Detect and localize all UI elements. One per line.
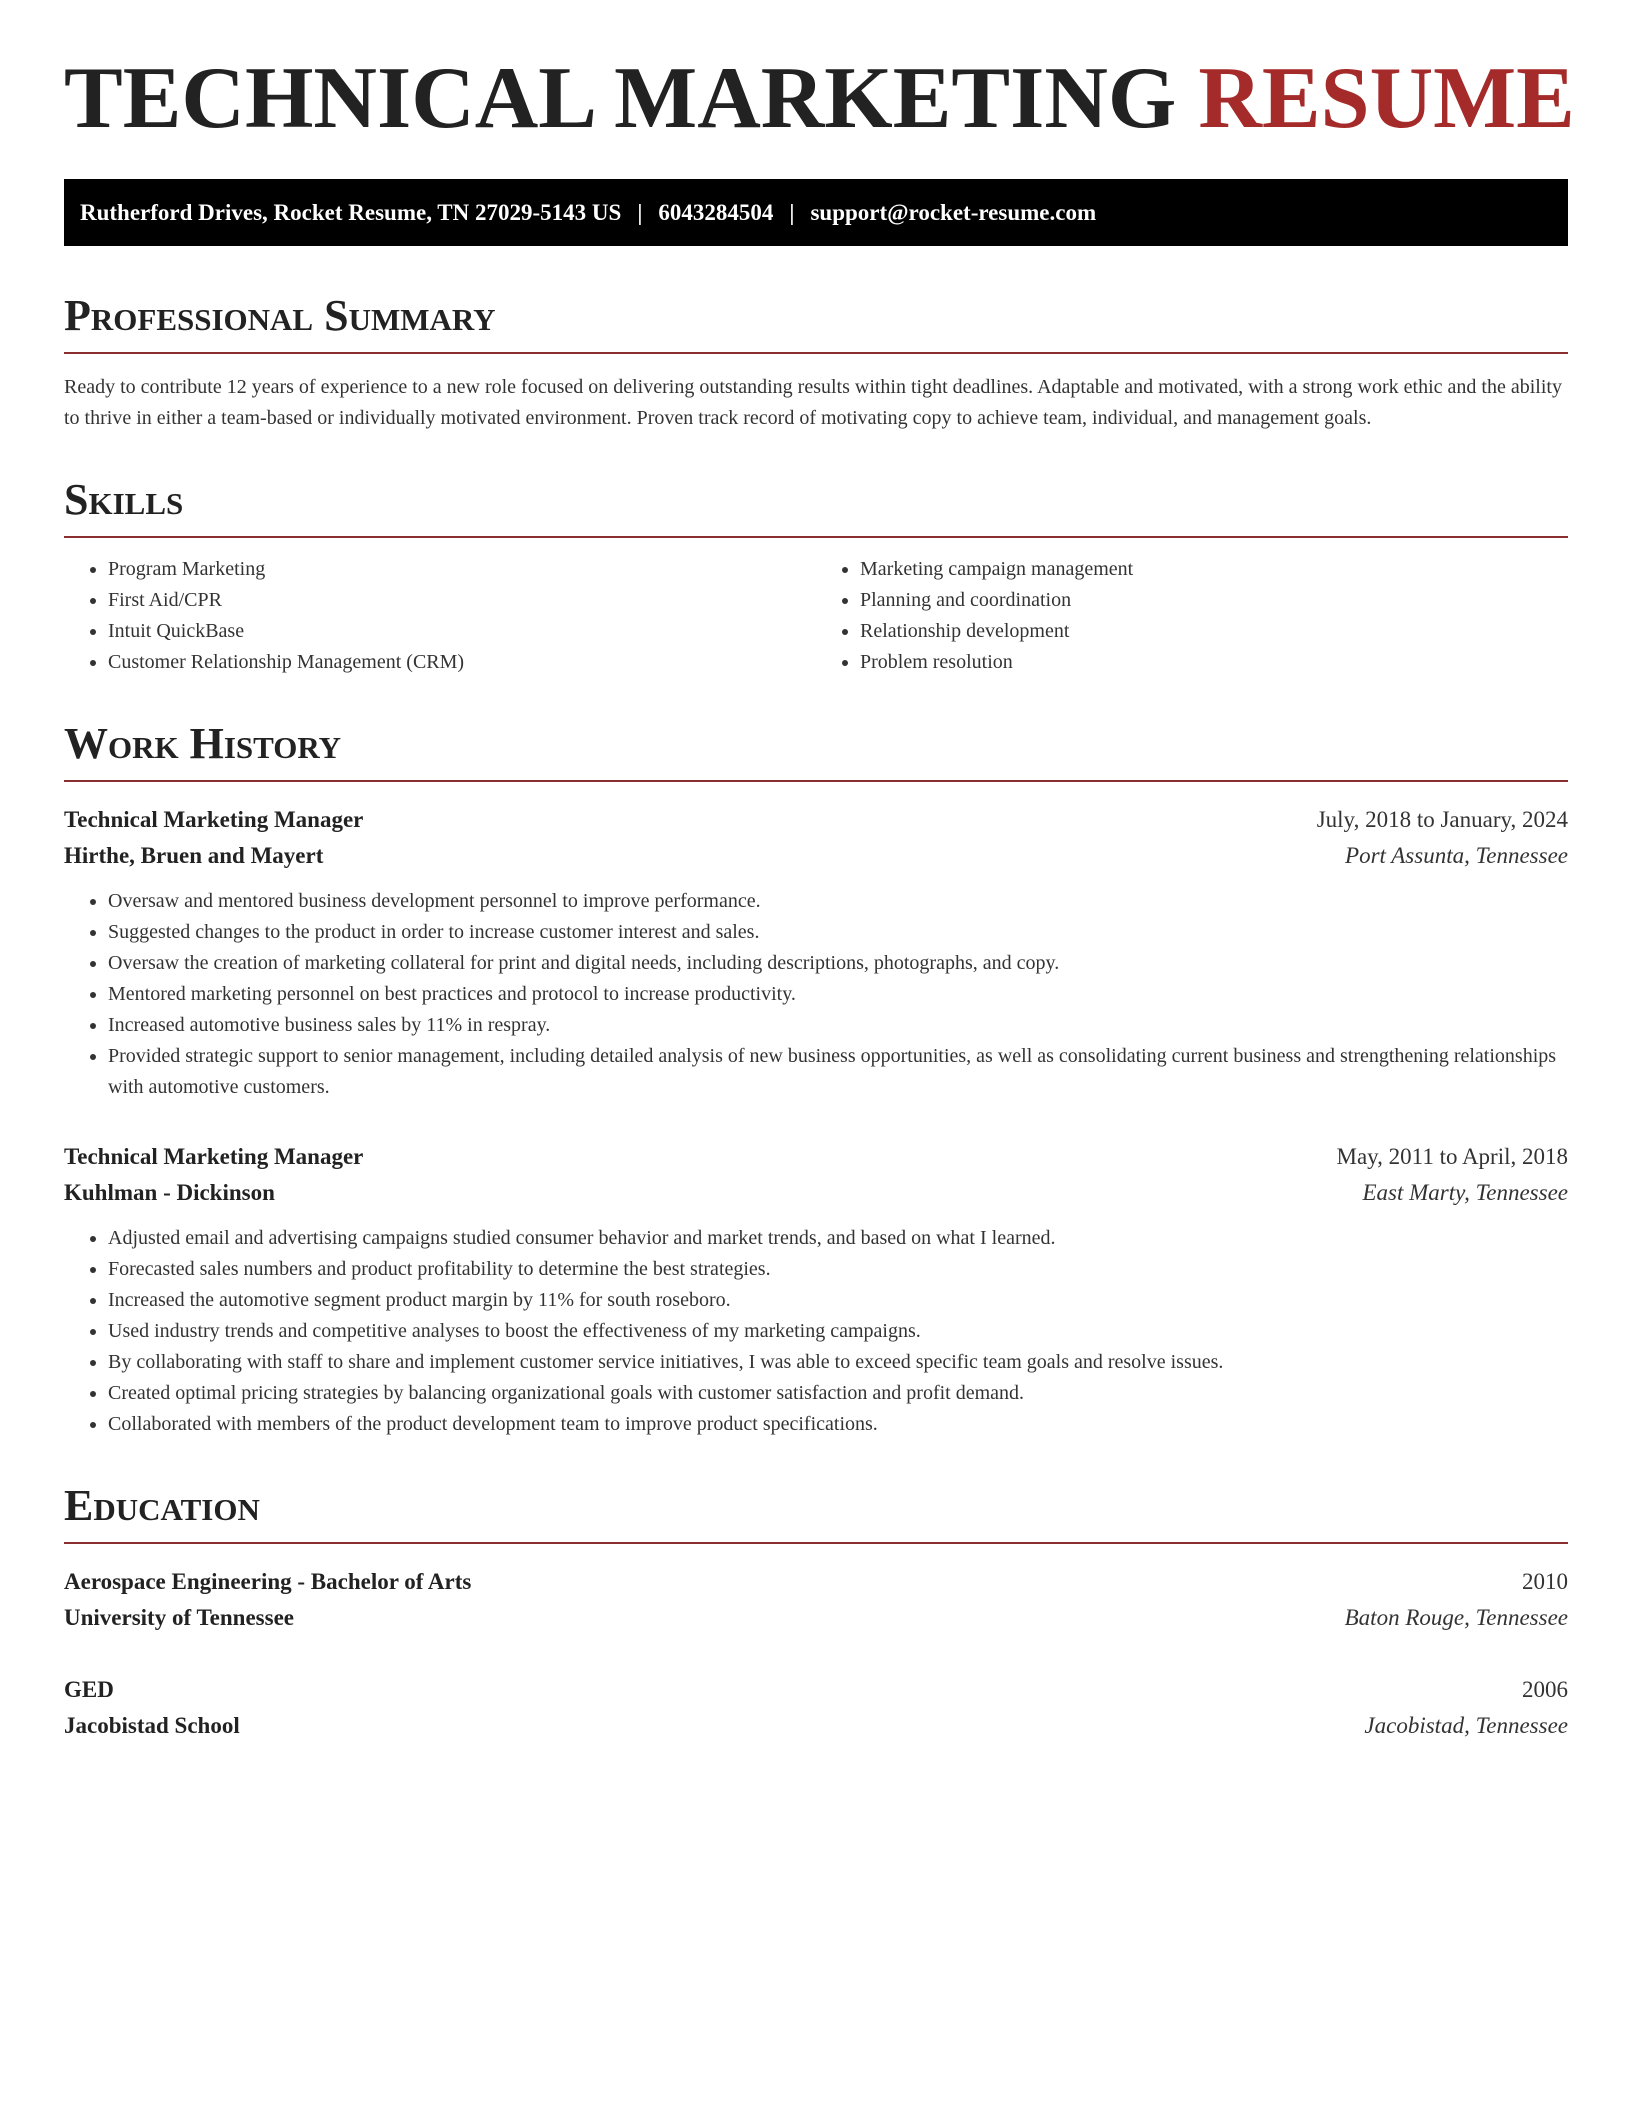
education-location: Baton Rouge, Tennessee (1344, 1605, 1568, 1630)
job-company-row (64, 838, 1568, 874)
job-header-row (64, 1139, 1568, 1175)
job-bullet: • Adjusted email and advertising campaigns studied consumer behavior and market trends, and based on what I learned. (108, 1223, 1568, 1254)
skills-section (64, 475, 1568, 678)
resume-title (64, 50, 1575, 147)
education-degree: GED (64, 1677, 114, 1702)
work-history-section (64, 719, 1568, 1440)
job-header-row (64, 802, 1568, 838)
job-bullet: • Used industry trends and competitive analyses to boost the effectiveness of my marketing campaigns. (108, 1316, 1568, 1347)
education-heading: Education (64, 1484, 1568, 1544)
education-school-row (64, 1708, 1568, 1744)
job-location: Port Assunta, Tennessee (1345, 843, 1568, 868)
summary-heading: Professional Summary (64, 294, 1568, 354)
job-bullet: • Suggested changes to the product in order to increase customer interest and sales. (108, 917, 1568, 948)
education-entry (64, 1564, 1568, 1636)
skills-list-right (816, 554, 1568, 678)
job-title: Technical Marketing Manager (64, 807, 364, 832)
education-entry (64, 1672, 1568, 1744)
contact-email: support@rocket-resume.com (810, 199, 1097, 225)
skill-item: • Planning and coordination (860, 585, 1568, 616)
education-section (64, 1481, 1568, 1744)
education-degree-row (64, 1564, 1568, 1600)
skill-item: • First Aid/CPR (108, 585, 816, 616)
job-title: Technical Marketing Manager (64, 1144, 364, 1169)
contact-address: Rutherford Drives, Rocket Resume, TN 27029-5143 US (80, 199, 622, 225)
summary-section (64, 291, 1568, 434)
job-company: Kuhlman - Dickinson (64, 1180, 275, 1205)
summary-text: Ready to contribute 12 years of experience to a new role focused on delivering outstanding results within tight deadlines. Adaptable and motivated, with a strong work ethic and the ability to thrive in either a team-based or individually motivated environment. Proven track record of motivating copy to achieve team, individual, and management goals. (64, 376, 1562, 429)
job-bullet: • Forecasted sales numbers and product profitability to determine the best strategies. (108, 1254, 1568, 1285)
education-degree-row (64, 1672, 1568, 1708)
job-bullets (64, 886, 1568, 1103)
job-bullet: • Oversaw the creation of marketing collateral for print and digital needs, including descriptions, photographs, and copy. (108, 948, 1568, 979)
skill-item: • Customer Relationship Management (CRM) (108, 647, 816, 678)
title-accent: RESUME (1198, 50, 1575, 147)
skill-item: • Intuit QuickBase (108, 616, 816, 647)
title-main: TECHNICAL MARKETING (64, 50, 1177, 147)
job-bullet: • Collaborated with members of the product development team to improve product specifications. (108, 1409, 1568, 1440)
job-entry (64, 1139, 1568, 1440)
education-year: 2010 (1522, 1569, 1568, 1594)
skill-item: • Marketing campaign management (860, 554, 1568, 585)
job-bullet: • Increased the automotive segment product margin by 11% for south roseboro. (108, 1285, 1568, 1316)
skill-item: • Problem resolution (860, 647, 1568, 678)
contact-separator: | (789, 199, 795, 225)
job-bullet: • Created optimal pricing strategies by balancing organizational goals with customer satisfaction and profit demand. (108, 1378, 1568, 1409)
job-bullet: • Mentored marketing personnel on best practices and protocol to increase productivity. (108, 979, 1568, 1010)
education-school-row (64, 1600, 1568, 1636)
skill-item: • Program Marketing (108, 554, 816, 585)
job-bullets (64, 1223, 1568, 1440)
education-year: 2006 (1522, 1677, 1568, 1702)
job-company: Hirthe, Bruen and Mayert (64, 843, 324, 868)
contact-separator: | (637, 199, 643, 225)
contact-bar (64, 179, 1568, 246)
work-history-heading: Work History (64, 722, 1568, 782)
job-dates: July, 2018 to January, 2024 (1316, 807, 1568, 832)
education-school: Jacobistad School (64, 1713, 240, 1738)
skills-heading: Skills (64, 478, 1568, 538)
education-degree: Aerospace Engineering - Bachelor of Arts (64, 1569, 472, 1594)
job-bullet: • Increased automotive business sales by 11% in respray. (108, 1010, 1568, 1041)
job-bullet: • By collaborating with staff to share and implement customer service initiatives, I was able to exceed specific team goals and resolve issues. (108, 1347, 1568, 1378)
education-school: University of Tennessee (64, 1605, 294, 1630)
contact-phone: 6043284504 (658, 199, 774, 225)
job-entry (64, 802, 1568, 1103)
education-location: Jacobistad, Tennessee (1364, 1713, 1568, 1738)
job-company-row (64, 1175, 1568, 1211)
job-dates: May, 2011 to April, 2018 (1336, 1144, 1568, 1169)
skills-grid (64, 554, 1568, 678)
job-bullet: • Provided strategic support to senior management, including detailed analysis of new business opportunities, as well as consolidating current business and strengthening relationships with automotive customers. (108, 1041, 1568, 1103)
job-bullet: • Oversaw and mentored business development personnel to improve performance. (108, 886, 1568, 917)
skills-list-left (64, 554, 816, 678)
job-location: East Marty, Tennessee (1362, 1180, 1568, 1205)
skill-item: • Relationship development (860, 616, 1568, 647)
